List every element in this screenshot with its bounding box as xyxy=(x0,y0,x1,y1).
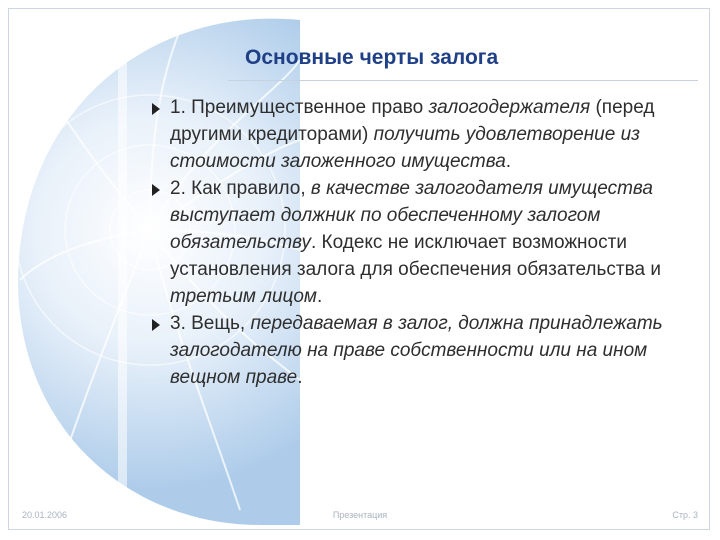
bullet-3-text: 3. Вещь, xyxy=(170,313,251,334)
bullet-arrow-icon xyxy=(152,319,160,331)
footer-presentation-label: Презентация xyxy=(332,510,388,520)
bullet-arrow-icon xyxy=(152,103,160,115)
bullet-2-italic: в качестве залогодателя имущества выступает должник по обеспеченному залогом обязательству xyxy=(170,178,653,253)
bullet-2-text: . xyxy=(316,286,323,307)
bullet-1-text: (перед другими кредиторами) xyxy=(170,97,655,145)
bullet-1-text: . xyxy=(505,151,512,172)
bullet-2-text: . Кодекс не исключает возможности установления залога для обеспечения обязательства и xyxy=(170,232,661,280)
bullet-1-italic: получить удовлетворение из стоимости заложенного имущества xyxy=(170,124,640,172)
bullet-2-italic: третьим лицом xyxy=(170,286,317,307)
footer-page-number: Стр. 3 xyxy=(672,510,698,520)
title-divider xyxy=(228,80,698,81)
bullet-1-italic: залогодержателя xyxy=(428,97,591,118)
bullet-item-1 xyxy=(150,94,690,175)
bullet-3-italic: передаваемая в залог, должна принадлежать залогодателю на праве собственности или на ином вещном праве xyxy=(170,313,663,388)
bullet-2-text: 2. Как правило, xyxy=(170,178,311,199)
bullet-3-text: . xyxy=(297,367,303,388)
bullet-item-3 xyxy=(150,310,690,391)
bullet-list xyxy=(150,94,690,391)
slide-title: Основные черты залога xyxy=(245,46,499,69)
bullet-arrow-icon xyxy=(152,184,160,196)
bullet-1-text: 1. Преимущественное право xyxy=(170,97,429,118)
bullet-item-2 xyxy=(150,175,690,310)
footer-date: 20.01.2006 xyxy=(22,510,68,520)
